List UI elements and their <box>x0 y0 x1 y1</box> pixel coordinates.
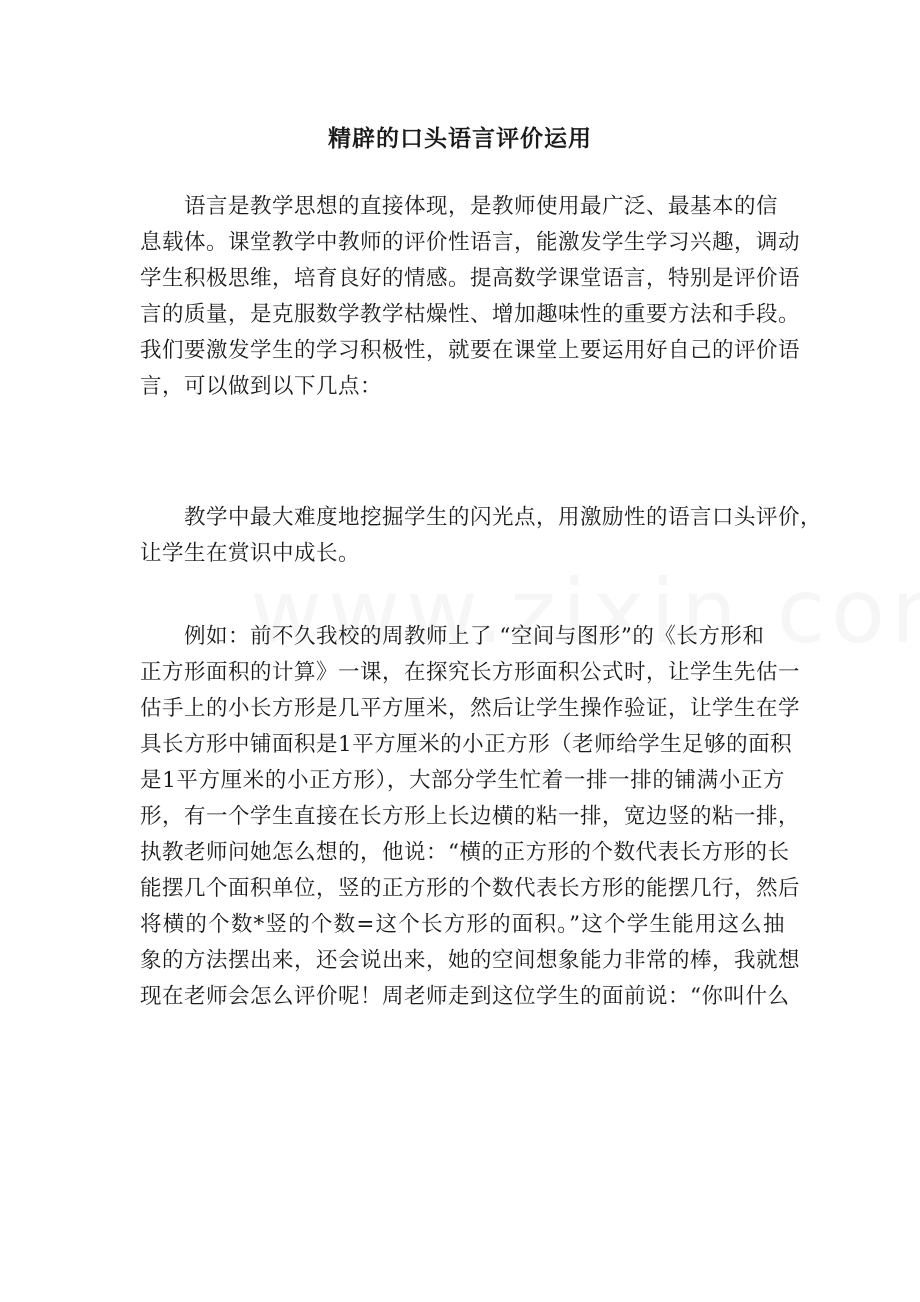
paragraph-line: 能摆几个面积单位，竖的正方形的个数代表长方形的能摆几行，然后 <box>140 876 801 901</box>
paragraph-example <box>140 619 801 1015</box>
paragraph-line: 将横的个数*竖的个数=这个长方形的面积。”这个学生能用这么抽 <box>140 912 785 937</box>
paragraph-intro <box>140 189 801 405</box>
paragraph-line: 学生积极思维，培育良好的情感。提高数学课堂语言，特别是评价语 <box>140 266 801 291</box>
paragraph-line: 让学生在赏识中成长。 <box>140 541 361 566</box>
paragraph-line: 正方形面积的计算》一课，在探究长方形面积公式时，让学生先估一 <box>140 660 801 685</box>
paragraph-line: 估手上的小长方形是几平方厘米，然后让学生操作验证，让学生在学 <box>140 696 801 721</box>
paragraph-line: 言，可以做到以下几点： <box>140 374 383 399</box>
paragraph-line: 现在老师会怎么评价呢！周老师走到这位学生的面前说：“你叫什么 <box>140 984 790 1009</box>
paragraph-line: 语言是教学思想的直接体现，是教师使用最广泛、最基本的信 <box>184 194 779 219</box>
paragraph-line: 息载体。课堂教学中教师的评价性语言，能激发学生学习兴趣，调动 <box>140 230 801 255</box>
paragraph-line: 我们要激发学生的学习积极性，就要在课堂上要运用好自己的评价语 <box>140 338 801 363</box>
paragraph-line: 具长方形中铺面积是1平方厘米的小正方形（老师给学生足够的面积 <box>140 732 793 757</box>
paragraph-point <box>140 500 823 572</box>
paragraph-line: 象的方法摆出来，还会说出来，她的空间想象能力非常的棒，我就想 <box>140 948 801 973</box>
paragraph-line: 是1平方厘米的小正方形），大部分学生忙着一排一排的铺满小正方 <box>140 768 785 793</box>
document-title: 精辟的口头语言评价运用 <box>328 125 592 152</box>
paragraph-line: 言的质量，是克服数学教学枯燥性、增加趣味性的重要方法和手段。 <box>140 302 801 327</box>
paragraph-line: 执教老师问她怎么想的，他说：“横的正方形的个数代表长方形的长 <box>140 840 790 865</box>
paragraph-line: 形，有一个学生直接在长方形上长边横的粘一排，宽边竖的粘一排， <box>140 804 801 829</box>
paragraph-line: 例如：前不久我校的周教师上了 “空间与图形”的《长方形和 <box>184 624 765 649</box>
paragraph-line: 教学中最大难度地挖掘学生的闪光点，用激励性的语言口头评价， <box>184 505 823 530</box>
